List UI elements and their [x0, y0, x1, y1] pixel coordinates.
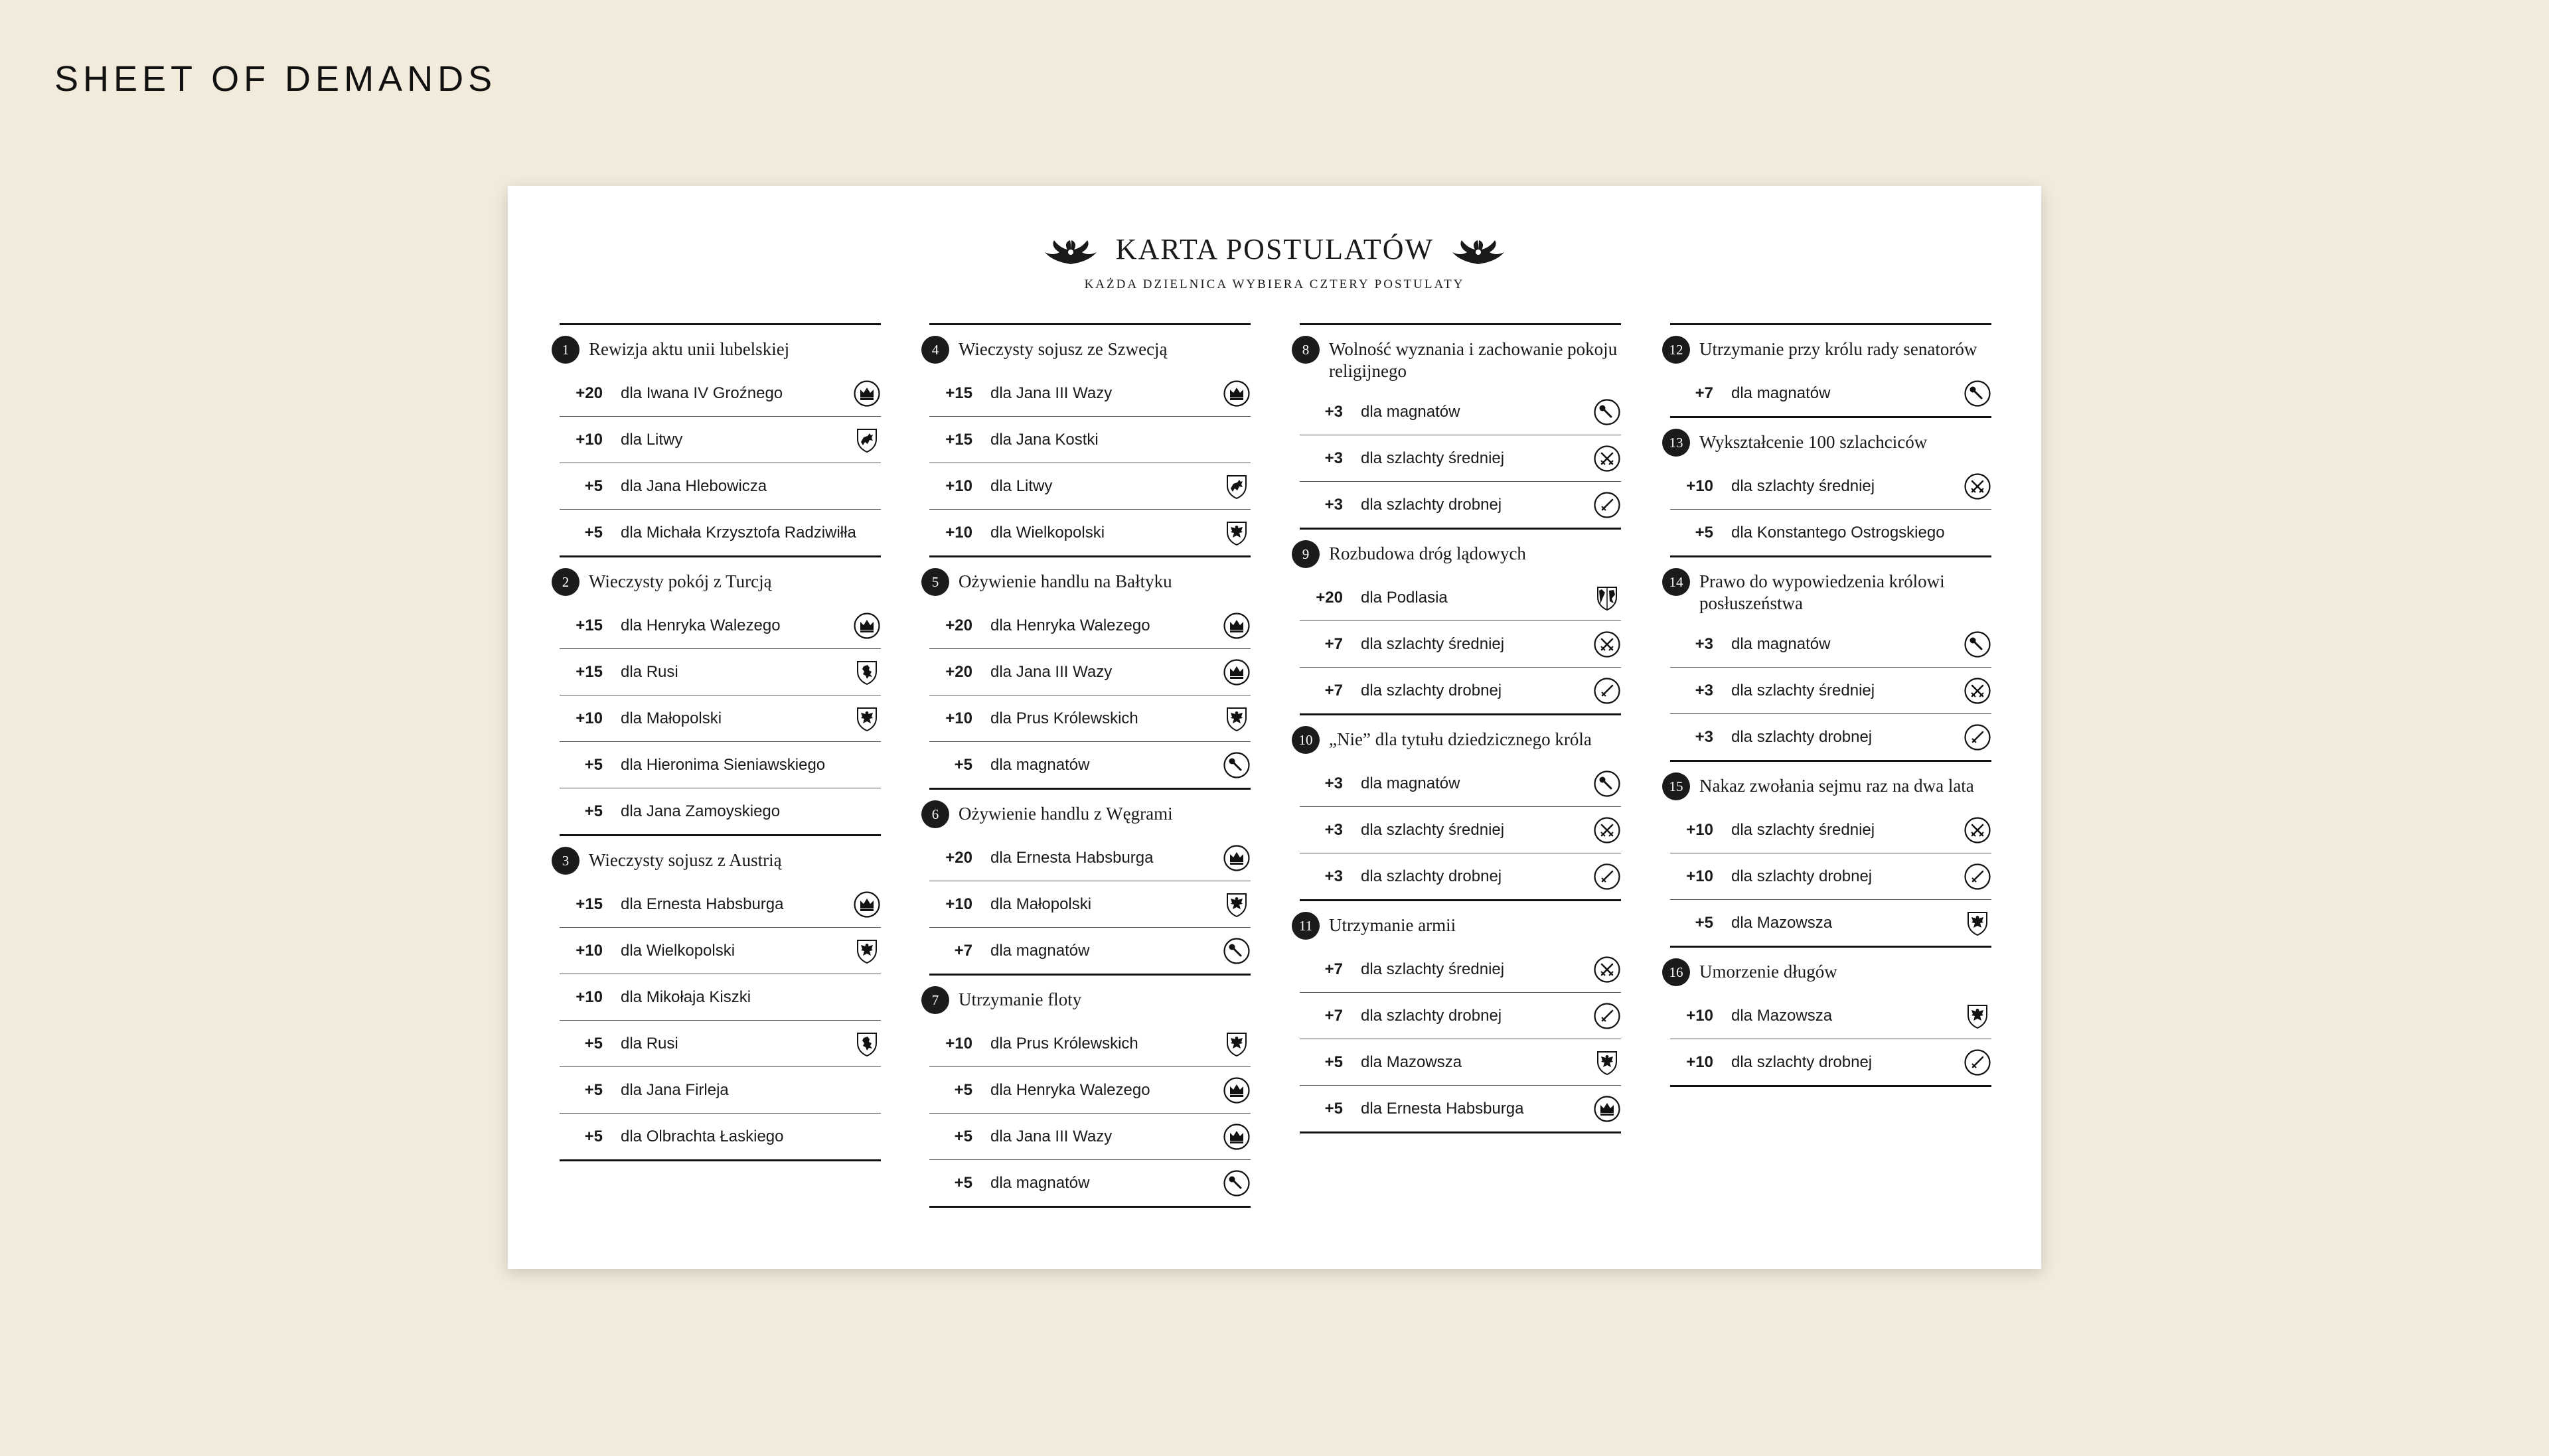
demand-number-badge: 13 — [1662, 429, 1690, 457]
eagle-shield-icon — [1223, 1030, 1251, 1058]
crossed-swords-icon — [1593, 956, 1621, 983]
demand-header — [1292, 715, 1621, 761]
demand-row — [929, 928, 1251, 976]
mace-icon — [1593, 398, 1621, 426]
points-value: +5 — [954, 755, 972, 774]
knight-shield-icon — [853, 426, 881, 454]
demand-title: Prawo do wypowiedzenia królowi posłuszeństwa — [1699, 571, 1945, 613]
demand-header — [921, 325, 1251, 370]
demand-row — [560, 695, 881, 742]
demand-row — [1300, 575, 1621, 621]
demand-number-badge: 8 — [1292, 336, 1320, 364]
demand-number-badge: 5 — [921, 568, 949, 596]
points-value: +15 — [945, 384, 972, 402]
demand-number-badge: 7 — [921, 986, 949, 1014]
eagle-shield-icon — [1593, 1049, 1621, 1076]
demand-row — [1670, 621, 1991, 668]
beneficiary-label: dla Jana Hlebowicza — [621, 476, 767, 495]
demand-block — [929, 976, 1251, 1208]
points-value: +10 — [576, 709, 603, 727]
demand-number-badge: 15 — [1662, 772, 1690, 800]
mace-icon — [1223, 751, 1251, 779]
demand-row — [1300, 435, 1621, 482]
crossed-swords-icon — [1964, 677, 1991, 705]
demand-row — [929, 1067, 1251, 1114]
demand-row — [929, 417, 1251, 463]
sword-icon — [1593, 863, 1621, 891]
demand-row — [929, 1160, 1251, 1208]
beneficiary-label: dla Rusi — [621, 662, 678, 681]
demand-header — [921, 790, 1251, 835]
points-value: +3 — [1695, 681, 1713, 699]
demand-row — [929, 742, 1251, 790]
points-value: +15 — [576, 895, 603, 913]
demand-header — [1292, 901, 1621, 946]
demand-number-badge: 9 — [1292, 540, 1320, 568]
demand-row — [560, 974, 881, 1021]
points-value: +20 — [945, 848, 972, 867]
points-value: +10 — [945, 895, 972, 913]
beneficiary-label: dla Mazowsza — [1731, 1006, 1833, 1025]
points-value: +5 — [584, 1127, 603, 1145]
lion-shield-icon — [853, 1030, 881, 1058]
knight-shield-icon — [1223, 473, 1251, 500]
demand-number-badge: 16 — [1662, 958, 1690, 986]
demand-row — [1670, 807, 1991, 853]
demand-title: Wolność wyznania i zachowanie pokoju religijnego — [1329, 339, 1618, 381]
points-value: +5 — [954, 1127, 972, 1145]
points-value: +10 — [1686, 820, 1713, 839]
beneficiary-label: dla Ernesta Habsburga — [990, 848, 1154, 867]
lion-shield-icon — [853, 658, 881, 686]
beneficiary-label: dla magnatów — [990, 1173, 1090, 1192]
demand-row — [1300, 482, 1621, 530]
demand-row — [1670, 853, 1991, 900]
demand-block — [929, 325, 1251, 557]
beneficiary-label: dla Henryka Walezego — [990, 1080, 1150, 1099]
demand-row — [560, 463, 881, 510]
beneficiary-label: dla Litwy — [990, 476, 1053, 495]
demand-row — [1300, 946, 1621, 993]
beneficiary-label: dla szlachty średniej — [1731, 681, 1875, 699]
points-value: +5 — [584, 755, 603, 774]
demand-block — [560, 836, 881, 1161]
demand-number-badge: 14 — [1662, 568, 1690, 596]
ornament-right-icon — [1450, 238, 1507, 267]
demand-row — [1670, 510, 1991, 557]
beneficiary-label: dla Ernesta Habsburga — [621, 895, 784, 913]
demand-header — [1662, 557, 1991, 621]
points-value: +20 — [1316, 588, 1343, 607]
column-2 — [929, 323, 1251, 1208]
page-heading: SHEET OF DEMANDS — [54, 59, 497, 99]
points-value: +3 — [1695, 727, 1713, 746]
crown-icon — [1223, 844, 1251, 872]
demand-title: Rewizja aktu unii lubelskiej — [589, 339, 790, 359]
demand-row — [1300, 1086, 1621, 1133]
demand-header — [921, 976, 1251, 1021]
beneficiary-label: dla szlachty średniej — [1361, 634, 1505, 653]
sword-icon — [1593, 677, 1621, 705]
beneficiary-label: dla Jana III Wazy — [990, 1127, 1113, 1145]
demand-row — [560, 649, 881, 695]
beneficiary-label: dla szlachty średniej — [1731, 476, 1875, 495]
demand-row — [929, 1114, 1251, 1160]
points-value: +7 — [954, 941, 972, 960]
demand-header — [552, 557, 881, 603]
demand-block — [560, 557, 881, 836]
beneficiary-label: dla szlachty drobnej — [1361, 867, 1502, 885]
points-value: +3 — [1324, 449, 1343, 467]
demand-row — [1670, 714, 1991, 762]
demand-row — [560, 417, 881, 463]
beneficiary-label: dla Ernesta Habsburga — [1361, 1099, 1524, 1118]
demand-title: Umorzenie długów — [1699, 962, 1837, 982]
demand-header — [1662, 762, 1991, 807]
demand-row — [560, 1114, 881, 1161]
sword-icon — [1964, 723, 1991, 751]
demand-row — [560, 928, 881, 974]
demand-header — [921, 557, 1251, 603]
beneficiary-label: dla Henryka Walezego — [990, 616, 1150, 634]
eagle-shield-icon — [1964, 909, 1991, 937]
eagle-shield-icon — [853, 705, 881, 733]
demand-row — [1670, 463, 1991, 510]
demand-block — [1300, 901, 1621, 1133]
crown-icon — [853, 612, 881, 640]
mace-icon — [1964, 630, 1991, 658]
points-value: +15 — [576, 616, 603, 634]
crossed-swords-icon — [1593, 816, 1621, 844]
beneficiary-label: dla szlachty drobnej — [1361, 681, 1502, 699]
demand-row — [560, 1021, 881, 1067]
points-value: +7 — [1324, 1006, 1343, 1025]
crossed-swords-icon — [1593, 630, 1621, 658]
demand-header — [552, 325, 881, 370]
demands-sheet — [508, 186, 2041, 1269]
demand-title: „Nie” dla tytułu dziedzicznego króla — [1329, 729, 1592, 749]
beneficiary-label: dla Wielkopolski — [990, 523, 1105, 542]
column-1 — [560, 323, 881, 1161]
crossed-swords-icon — [1964, 473, 1991, 500]
points-value: +7 — [1324, 960, 1343, 978]
beneficiary-label: dla Prus Królewskich — [990, 709, 1138, 727]
demand-number-badge: 2 — [552, 568, 579, 596]
beneficiary-label: dla Jana III Wazy — [990, 384, 1113, 402]
points-value: +10 — [576, 430, 603, 449]
beneficiary-label: dla szlachty średniej — [1361, 960, 1505, 978]
demand-block — [1670, 418, 1991, 557]
points-value: +10 — [1686, 476, 1713, 495]
demand-title: Wieczysty pokój z Turcją — [589, 571, 772, 591]
beneficiary-label: dla Hieronima Sieniawskiego — [621, 755, 826, 774]
beneficiary-label: dla Litwy — [621, 430, 683, 449]
beneficiary-label: dla szlachty drobnej — [1731, 1053, 1873, 1071]
points-value: +10 — [1686, 867, 1713, 885]
beneficiary-label: dla Mazowsza — [1731, 913, 1833, 932]
sword-icon — [1964, 1049, 1991, 1076]
beneficiary-label: dla Podlasia — [1361, 588, 1448, 607]
points-value: +20 — [945, 616, 972, 634]
beneficiary-label: dla szlachty drobnej — [1361, 495, 1502, 514]
mace-icon — [1223, 937, 1251, 965]
ornament-left-icon — [1042, 238, 1099, 267]
sheet-subtitle: KAŻDA DZIELNICA WYBIERA CZTERY POSTULATY — [1084, 277, 1465, 291]
demand-row — [929, 370, 1251, 417]
eagle-shield-icon — [853, 937, 881, 965]
points-value: +5 — [1695, 523, 1713, 542]
demand-title: Utrzymanie armii — [1329, 915, 1456, 935]
beneficiary-label: dla Jana Zamoyskiego — [621, 802, 781, 820]
points-value: +15 — [576, 662, 603, 681]
demand-title: Wieczysty sojusz ze Szwecją — [959, 339, 1168, 359]
demand-block — [1670, 557, 1991, 762]
demand-row — [1670, 900, 1991, 948]
demand-row — [1300, 807, 1621, 853]
demand-block — [929, 790, 1251, 976]
demand-number-badge: 1 — [552, 336, 579, 364]
beneficiary-label: dla Konstantego Ostrogskiego — [1731, 523, 1945, 542]
eagle-shield-icon — [1223, 705, 1251, 733]
demand-header — [1292, 325, 1621, 389]
beneficiary-label: dla magnatów — [1731, 634, 1831, 653]
points-value: +20 — [576, 384, 603, 402]
eagle-shield-icon — [1223, 891, 1251, 918]
crown-icon — [1223, 1123, 1251, 1151]
crown-icon — [1223, 658, 1251, 686]
demand-row — [560, 370, 881, 417]
demand-row — [560, 788, 881, 836]
points-value: +3 — [1324, 495, 1343, 514]
eagle-shield-icon — [1223, 519, 1251, 547]
beneficiary-label: dla Prus Królewskich — [990, 1034, 1138, 1053]
demand-block — [1670, 325, 1991, 418]
beneficiary-label: dla Wielkopolski — [621, 941, 735, 960]
points-value: +20 — [945, 662, 972, 681]
crown-icon — [1223, 1076, 1251, 1104]
demand-block — [560, 325, 881, 557]
beneficiary-label: dla Henryka Walezego — [621, 616, 781, 634]
demand-header — [1662, 325, 1991, 370]
demand-number-badge: 4 — [921, 336, 949, 364]
beneficiary-label: dla szlachty drobnej — [1361, 1006, 1502, 1025]
beneficiary-label: dla magnatów — [1361, 402, 1460, 421]
sword-icon — [1593, 1002, 1621, 1030]
demand-row — [1300, 668, 1621, 715]
demand-number-badge: 12 — [1662, 336, 1690, 364]
demand-title: Nakaz zwołania sejmu raz na dwa lata — [1699, 776, 1974, 796]
demand-row — [560, 603, 881, 649]
crown-icon — [1223, 612, 1251, 640]
beneficiary-label: dla Jana Firleja — [621, 1080, 729, 1099]
demand-block — [1670, 762, 1991, 948]
points-value: +5 — [1695, 913, 1713, 932]
demand-number-badge: 3 — [552, 847, 579, 875]
twin-shield-icon — [1593, 584, 1621, 612]
demand-number-badge: 10 — [1292, 726, 1320, 754]
beneficiary-label: dla magnatów — [990, 941, 1090, 960]
demand-block — [1670, 948, 1991, 1087]
points-value: +3 — [1324, 774, 1343, 792]
eagle-shield-icon — [1964, 1002, 1991, 1030]
crown-icon — [1593, 1095, 1621, 1123]
demand-row — [560, 510, 881, 557]
demand-row — [560, 1067, 881, 1114]
points-value: +5 — [1324, 1053, 1343, 1071]
points-value: +5 — [584, 476, 603, 495]
demand-header — [1292, 530, 1621, 575]
demand-title: Utrzymanie przy królu rady senatorów — [1699, 339, 1977, 359]
demand-title: Wykształcenie 100 szlachciców — [1699, 432, 1928, 452]
demand-row — [929, 463, 1251, 510]
demand-row — [929, 510, 1251, 557]
beneficiary-label: dla szlachty drobnej — [1731, 867, 1873, 885]
demand-row — [1670, 1039, 1991, 1087]
beneficiary-label: dla magnatów — [1731, 384, 1831, 402]
column-3 — [1300, 323, 1621, 1133]
demand-row — [929, 649, 1251, 695]
demand-row — [1300, 1039, 1621, 1086]
mace-icon — [1593, 770, 1621, 798]
points-value: +5 — [1324, 1099, 1343, 1118]
beneficiary-label: dla szlachty średniej — [1361, 820, 1505, 839]
beneficiary-label: dla Małopolski — [990, 895, 1092, 913]
demand-row — [1300, 389, 1621, 435]
points-value: +10 — [576, 987, 603, 1006]
points-value: +7 — [1695, 384, 1713, 402]
demand-block — [929, 557, 1251, 790]
points-value: +10 — [945, 523, 972, 542]
demand-row — [929, 835, 1251, 881]
demand-row — [1670, 370, 1991, 418]
beneficiary-label: dla Mikołaja Kiszki — [621, 987, 751, 1006]
points-value: +10 — [945, 476, 972, 495]
beneficiary-label: dla magnatów — [1361, 774, 1460, 792]
crown-icon — [853, 380, 881, 407]
points-value: +3 — [1695, 634, 1713, 653]
points-value: +7 — [1324, 634, 1343, 653]
crown-icon — [853, 891, 881, 918]
demand-row — [929, 695, 1251, 742]
points-value: +7 — [1324, 681, 1343, 699]
points-value: +10 — [1686, 1053, 1713, 1071]
beneficiary-label: dla szlachty średniej — [1731, 820, 1875, 839]
demand-title: Ożywienie handlu na Bałtyku — [959, 571, 1172, 591]
demand-row — [929, 881, 1251, 928]
points-value: +3 — [1324, 402, 1343, 421]
demand-block — [1300, 715, 1621, 901]
points-value: +3 — [1324, 867, 1343, 885]
demand-row — [929, 603, 1251, 649]
sword-icon — [1593, 491, 1621, 519]
demand-block — [1300, 530, 1621, 715]
demand-row — [1300, 993, 1621, 1039]
points-value: +15 — [945, 430, 972, 449]
beneficiary-label: dla Iwana IV Groźnego — [621, 384, 783, 402]
demand-row — [560, 742, 881, 788]
sheet-title-text: KARTA POSTULATÓW — [1115, 233, 1434, 265]
points-value: +10 — [945, 1034, 972, 1053]
points-value: +5 — [584, 1034, 603, 1053]
points-value: +5 — [954, 1080, 972, 1099]
beneficiary-label: dla magnatów — [990, 755, 1090, 774]
demand-title: Rozbudowa dróg lądowych — [1329, 544, 1526, 563]
demand-number-badge: 6 — [921, 800, 949, 828]
beneficiary-label: dla Rusi — [621, 1034, 678, 1053]
beneficiary-label: dla szlachty drobnej — [1731, 727, 1873, 746]
beneficiary-label: dla Michała Krzysztofa Radziwiłła — [621, 523, 856, 542]
points-value: +5 — [954, 1173, 972, 1192]
crossed-swords-icon — [1964, 816, 1991, 844]
beneficiary-label: dla Olbrachta Łaskiego — [621, 1127, 784, 1145]
mace-icon — [1964, 380, 1991, 407]
demand-row — [560, 881, 881, 928]
beneficiary-label: dla Jana Kostki — [990, 430, 1099, 449]
mace-icon — [1223, 1169, 1251, 1197]
beneficiary-label: dla szlachty średniej — [1361, 449, 1505, 467]
points-value: +5 — [584, 1080, 603, 1099]
points-value: +10 — [576, 941, 603, 960]
demand-row — [1300, 761, 1621, 807]
crossed-swords-icon — [1593, 445, 1621, 473]
demand-number-badge: 11 — [1292, 912, 1320, 940]
demand-row — [1300, 621, 1621, 668]
demand-header — [1662, 418, 1991, 463]
beneficiary-label: dla Mazowsza — [1361, 1053, 1462, 1071]
demand-row — [1300, 853, 1621, 901]
column-4 — [1670, 323, 1991, 1087]
demand-title: Wieczysty sojusz z Austrią — [589, 850, 782, 870]
sheet-title — [508, 232, 2041, 267]
demand-header — [552, 836, 881, 881]
demand-title: Utrzymanie floty — [959, 989, 1082, 1009]
points-value: +5 — [584, 802, 603, 820]
demand-title: Ożywienie handlu z Węgrami — [959, 804, 1173, 824]
demand-block — [1300, 325, 1621, 530]
points-value: +10 — [945, 709, 972, 727]
demand-row — [929, 1021, 1251, 1067]
beneficiary-label: dla Małopolski — [621, 709, 722, 727]
points-value: +3 — [1324, 820, 1343, 839]
points-value: +10 — [1686, 1006, 1713, 1025]
sword-icon — [1964, 863, 1991, 891]
crown-icon — [1223, 380, 1251, 407]
demand-row — [1670, 668, 1991, 714]
demand-header — [1662, 948, 1991, 993]
points-value: +5 — [584, 523, 603, 542]
beneficiary-label: dla Jana III Wazy — [990, 662, 1113, 681]
demand-row — [1670, 993, 1991, 1039]
